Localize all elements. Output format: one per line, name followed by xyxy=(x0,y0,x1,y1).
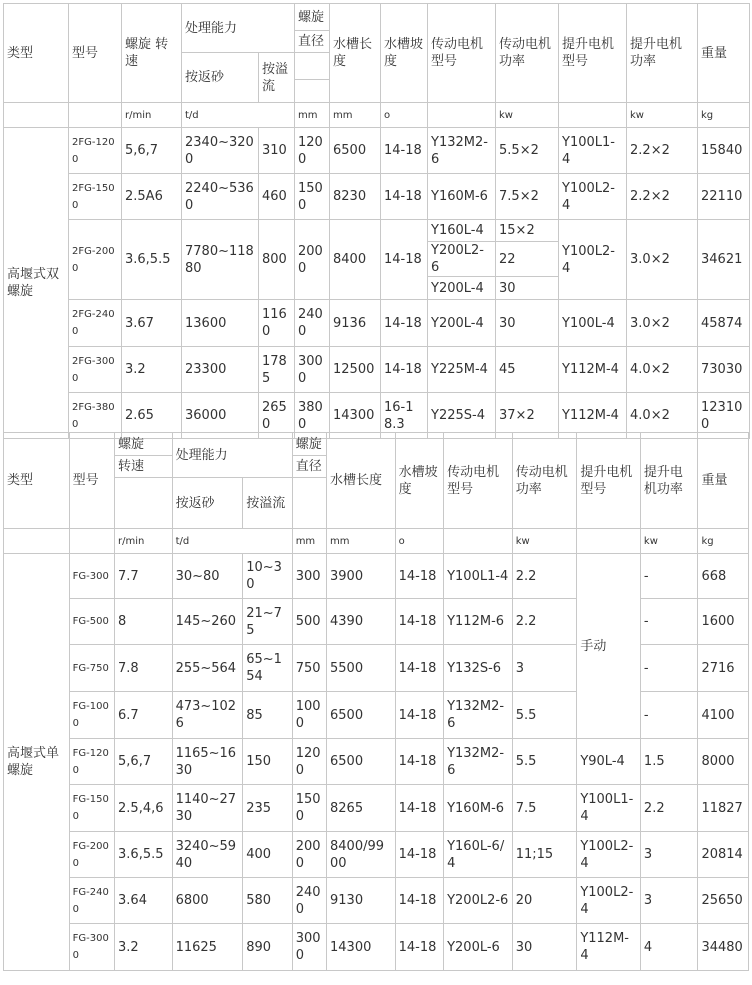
double-spiral-table: 类型 型号 螺旋 转速 处理能力 螺旋 水槽长度 水槽坡度 传动电机型号 传动电机功率 提升电机型号 提升电机功率 重量 直径 按返砂 按溢流 r/min t/d mm mm o kw kw kg 高堰式双螺旋 2FG-1200 5,6,7 2340~3200 310 1200 6500 14-18 Y132M2-6 5.5×2 Y100L1-4 2.2×2 15840 2FG-1500 2.5A6 2240~5360 460 1500 8230 14-18 Y160M-6 7.5×2 Y100L2-4 2.2×2 22110 2FG-2000 3.6,5.5 7780~11880 800 2000 8400 14-18 Y160L-4 15×2 Y100L2-4 3.0×2 34621 Y200L2-6 22 Y200L-4 30 2FG-2400 3.67 13600 1160 2400 9136 14-18 Y200L-4 30 Y100L-4 3.0×2 45874 2FG-3000 3.2 23300 1785 3000 12500 14-18 Y225M-4 45 Y112M-4 4.0×2 73030 2FG-3800 2.65 36000 2650 3800 14300 16-18.3 Y225S-4 37×2 Y112M-4 4.0×2 123100 xyxy=(3,3,750,439)
table-row: FG-3000 3.2 11625 890 3000 14300 14-18 Y200L-6 30 Y112M-4 4 34480 xyxy=(4,924,749,971)
header-drive-model: 传动电机型号 xyxy=(444,433,513,529)
table-row: FG-1500 2.5,4,6 1140~2730 235 1500 8265 14-18 Y160M-6 7.5 Y100L1-4 2.2 11827 xyxy=(4,785,749,832)
unit-slope: o xyxy=(381,103,428,128)
header-model: 型号 xyxy=(69,4,122,103)
model-cell: FG-2400 xyxy=(69,878,114,924)
unit-weight: kg xyxy=(698,103,750,128)
model-cell: FG-2000 xyxy=(69,832,114,878)
table-row: FG-750 7.8 255~564 65~154 750 5500 14-18 Y132S-6 3 - 2716 xyxy=(4,645,749,692)
header-diameter-2: 直径 xyxy=(295,31,330,53)
manual-label: 手动 xyxy=(577,554,641,739)
header-drive-power: 传动电机功率 xyxy=(496,4,559,103)
header-speed-2: 转速 xyxy=(115,456,173,478)
table-row: 2FG-3800 2.65 36000 2650 3800 14300 16-18.3 Y225S-4 37×2 Y112M-4 4.0×2 123100 xyxy=(4,393,750,439)
model-cell: FG-1000 xyxy=(69,692,114,739)
table-row: FG-2000 3.6,5.5 3240~5940 400 2000 8400/9900 14-18 Y160L-6/4 11;15 Y100L2-4 3 20814 xyxy=(4,832,749,878)
header-by-overflow: 按溢流 xyxy=(259,53,295,103)
model-cell: 2FG-3800 xyxy=(69,393,122,439)
unit-capacity: t/d xyxy=(172,529,292,554)
table-row: FG-1000 6.7 473~1026 85 1000 6500 14-18 Y132M2-6 5.5 - 4100 xyxy=(4,692,749,739)
model-cell: 2FG-3000 xyxy=(69,347,122,393)
table-row: 2FG-3000 3.2 23300 1785 3000 12500 14-18 Y225M-4 45 Y112M-4 4.0×2 73030 xyxy=(4,347,750,393)
header-capacity: 处理能力 xyxy=(172,433,292,478)
model-cell: 2FG-2400 xyxy=(69,300,122,347)
header-slope: 水槽坡度 xyxy=(381,4,428,103)
header-capacity: 处理能力 xyxy=(182,4,295,53)
model-cell: 2FG-1200 xyxy=(69,128,122,174)
header-diameter-1: 螺旋 xyxy=(292,433,326,456)
header-length: 水槽长度 xyxy=(327,433,396,529)
table-row: 2FG-1500 2.5A6 2240~5360 460 1500 8230 14-18 Y160M-6 7.5×2 Y100L2-4 2.2×2 22110 xyxy=(4,174,750,220)
unit-drive-power: kw xyxy=(496,103,559,128)
model-cell: FG-1500 xyxy=(69,785,114,832)
table-row: 高堰式双螺旋 2FG-1200 5,6,7 2340~3200 310 1200 6500 14-18 Y132M2-6 5.5×2 Y100L1-4 2.2×2 15840 xyxy=(4,128,750,174)
header-drive-power: 传动电机功率 xyxy=(512,433,577,529)
header-speed-1: 螺旋 xyxy=(115,433,173,456)
type-label: 高堰式单螺旋 xyxy=(4,554,70,971)
header-diameter-2: 直径 xyxy=(292,456,326,478)
table-row: 2FG-2400 3.67 13600 1160 2400 9136 14-18 Y200L-4 30 Y100L-4 3.0×2 45874 xyxy=(4,300,750,347)
header-length: 水槽长度 xyxy=(330,4,381,103)
unit-diameter: mm xyxy=(295,103,330,128)
model-cell: FG-1200 xyxy=(69,739,114,785)
header-by-sand: 按返砂 xyxy=(172,478,243,529)
model-cell: FG-500 xyxy=(69,599,114,645)
header-speed: 螺旋 转速 xyxy=(122,4,182,103)
table-row: FG-500 8 145~260 21~75 500 4390 14-18 Y112M-6 2.2 - 1600 xyxy=(4,599,749,645)
header-lift-model: 提升电机型号 xyxy=(577,433,641,529)
unit-speed: r/min xyxy=(122,103,182,128)
header-model: 型号 xyxy=(69,433,114,529)
header-type: 类型 xyxy=(4,433,70,529)
header-drive-model: 传动电机型号 xyxy=(428,4,496,103)
model-cell: 2FG-1500 xyxy=(69,174,122,220)
model-cell: FG-750 xyxy=(69,645,114,692)
unit-lift-power: kw xyxy=(627,103,698,128)
type-label: 高堰式双螺旋 xyxy=(4,128,69,439)
unit-length: mm xyxy=(327,529,396,554)
unit-diameter: mm xyxy=(292,529,326,554)
header-lift-power: 提升电机功率 xyxy=(627,4,698,103)
header-weight: 重量 xyxy=(698,4,750,103)
unit-lift-power: kw xyxy=(640,529,698,554)
header-weight: 重量 xyxy=(698,433,749,529)
header-by-overflow: 按溢流 xyxy=(243,478,292,529)
table-row: 高堰式单螺旋 FG-300 7.7 30~80 10~30 300 3900 14-18 Y100L1-4 2.2 手动 - 668 xyxy=(4,554,749,599)
unit-speed: r/min xyxy=(115,529,173,554)
header-by-sand: 按返砂 xyxy=(182,53,259,103)
model-cell: 2FG-2000 xyxy=(69,220,122,300)
unit-drive-power: kw xyxy=(512,529,577,554)
model-cell: FG-3000 xyxy=(69,924,114,971)
table-row: FG-2400 3.64 6800 580 2400 9130 14-18 Y200L2-6 20 Y100L2-4 3 25650 xyxy=(4,878,749,924)
unit-capacity: t/d xyxy=(182,103,295,128)
model-cell: FG-300 xyxy=(69,554,114,599)
header-type: 类型 xyxy=(4,4,69,103)
unit-slope: o xyxy=(395,529,443,554)
unit-length: mm xyxy=(330,103,381,128)
single-spiral-table xyxy=(3,432,749,971)
unit-weight: kg xyxy=(698,529,749,554)
header-lift-power: 提升电机功率 xyxy=(640,433,698,529)
table-row: FG-1200 5,6,7 1165~1630 150 1200 6500 14-18 Y132M2-6 5.5 Y90L-4 1.5 8000 xyxy=(4,739,749,785)
header-lift-model: 提升电机型号 xyxy=(559,4,627,103)
table-row: 2FG-2000 3.6,5.5 7780~11880 800 2000 8400 14-18 Y160L-4 15×2 Y100L2-4 3.0×2 34621 xyxy=(4,220,750,242)
header-diameter-1: 螺旋 xyxy=(295,4,330,31)
header-slope: 水槽坡度 xyxy=(395,433,443,529)
